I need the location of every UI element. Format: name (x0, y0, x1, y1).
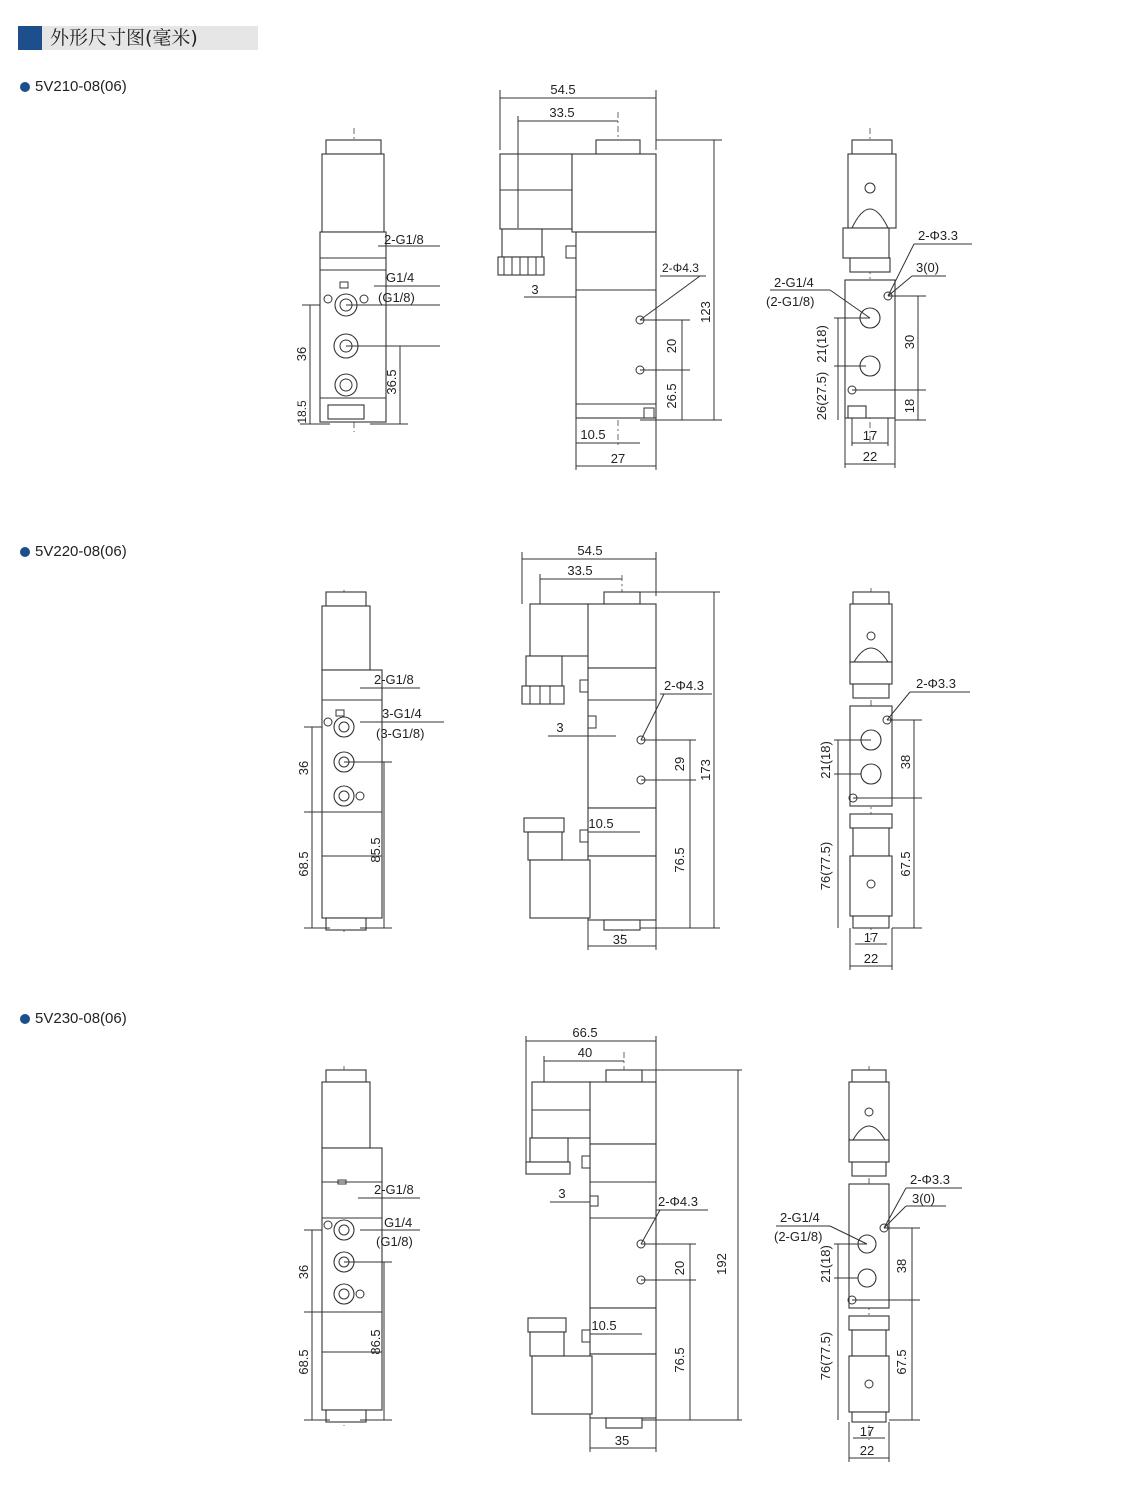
model2-end-view (849, 588, 892, 940)
model1-end-view (843, 128, 896, 444)
model1-side-view (498, 112, 656, 448)
port-main-label: G1/4 (386, 270, 415, 285)
dim-label: 38 (894, 1258, 909, 1274)
dim-label: 3 (558, 1186, 566, 1201)
dim-label: 36.5 (384, 369, 399, 395)
holes-label: 2-Φ4.3 (664, 678, 705, 693)
port-top-label: 2-G1/8 (374, 1182, 414, 1197)
dim-label: 21(18) (818, 741, 833, 779)
port-main-label: 3-G1/4 (382, 706, 422, 721)
dim-label: 20 (672, 1260, 687, 1276)
dim-label: 26.5 (664, 383, 679, 409)
dim-label: 68.5 (296, 851, 311, 877)
model3-end-view (848, 1066, 889, 1440)
dim-label: 54.5 (577, 543, 603, 558)
model1-front-view (320, 128, 440, 432)
dim-label: 20 (664, 338, 679, 354)
holes-label: 2-Φ3.3 (918, 228, 959, 243)
dim-label: 67.5 (898, 851, 913, 877)
dim-label: 10.5 (591, 1318, 617, 1333)
dim-label: 33.5 (549, 105, 575, 120)
model2-end-dims (818, 676, 970, 970)
dim-label: 17 (859, 1424, 875, 1439)
dim-label: 29 (672, 756, 687, 772)
dim-label: 22 (862, 449, 878, 464)
port-alt-label: (2-G1/8) (774, 1229, 823, 1244)
dim-label: 76(77.5) (818, 1331, 833, 1381)
holes-label: 2-Φ4.3 (662, 261, 699, 275)
port-main-alt-label: (G1/8) (378, 290, 415, 305)
dim-label: 22 (859, 1443, 875, 1458)
dim-label: 26(27.5) (814, 371, 829, 421)
model-name: 5V210-08(06) (35, 78, 127, 95)
model2-side-view (522, 575, 656, 936)
model-name: 5V230-08(06) (35, 1010, 127, 1027)
dim-label: 10.5 (588, 816, 614, 831)
dim-label: 36 (294, 346, 309, 362)
dim-label: 30 (902, 334, 917, 350)
dim-label: 54.5 (550, 82, 576, 97)
small-port-label: 3(0) (916, 260, 940, 275)
dim-label: 27 (610, 451, 626, 466)
dim-label: 123 (698, 301, 713, 323)
dim-label: 17 (862, 428, 878, 443)
dim-label: 17 (863, 930, 879, 945)
dim-label: 86.5 (368, 1329, 383, 1355)
dim-label: 38 (898, 754, 913, 770)
dim-label: 66.5 (572, 1025, 598, 1040)
dim-label: 18.5 (295, 400, 309, 424)
port-main-label: G1/4 (384, 1215, 413, 1230)
port-top-label: 2-G1/8 (374, 672, 414, 687)
dim-label: 36 (296, 1264, 311, 1280)
dim-label: 21(18) (818, 1245, 833, 1283)
port-top-label: 2-G1/8 (384, 232, 424, 247)
dim-label: 76.5 (672, 847, 687, 873)
dim-label: 3 (556, 720, 564, 735)
model2-front-view (322, 590, 382, 932)
port-label: 2-G1/4 (774, 275, 814, 290)
port-alt-label: (2-G1/8) (766, 294, 815, 309)
dim-label: 76.5 (672, 1347, 687, 1373)
dim-label: 18 (902, 398, 917, 414)
port-main-alt-label: (3-G1/8) (376, 726, 425, 741)
dim-label: 21(18) (814, 325, 829, 363)
dim-label: 67.5 (894, 1349, 909, 1375)
port-label: 2-G1/4 (780, 1210, 820, 1225)
holes-label: 2-Φ3.3 (916, 676, 957, 691)
holes-label: 2-Φ4.3 (658, 1194, 699, 1209)
dim-label: 35 (612, 932, 628, 947)
dim-label: 36 (296, 760, 311, 776)
dim-label: 192 (714, 1253, 729, 1275)
holes-label: 2-Φ3.3 (910, 1172, 951, 1187)
dim-label: 10.5 (580, 427, 606, 442)
dim-label: 173 (698, 759, 713, 781)
small-port-label: 3(0) (912, 1191, 936, 1206)
dim-label: 85.5 (368, 837, 383, 863)
model-name: 5V220-08(06) (35, 543, 127, 560)
dim-label: 22 (863, 951, 879, 966)
dim-label: 76(77.5) (818, 841, 833, 891)
model3-side-view (526, 1052, 656, 1428)
section-title: 外形尺寸图(毫米) (50, 27, 198, 49)
port-main-alt-label: (G1/8) (376, 1234, 413, 1249)
dim-label: 35 (614, 1433, 630, 1448)
dim-label: 3 (531, 282, 539, 297)
dim-label: 40 (577, 1045, 593, 1060)
dim-label: 33.5 (567, 563, 593, 578)
dim-label: 68.5 (296, 1349, 311, 1375)
model3-front-view (322, 1066, 382, 1426)
